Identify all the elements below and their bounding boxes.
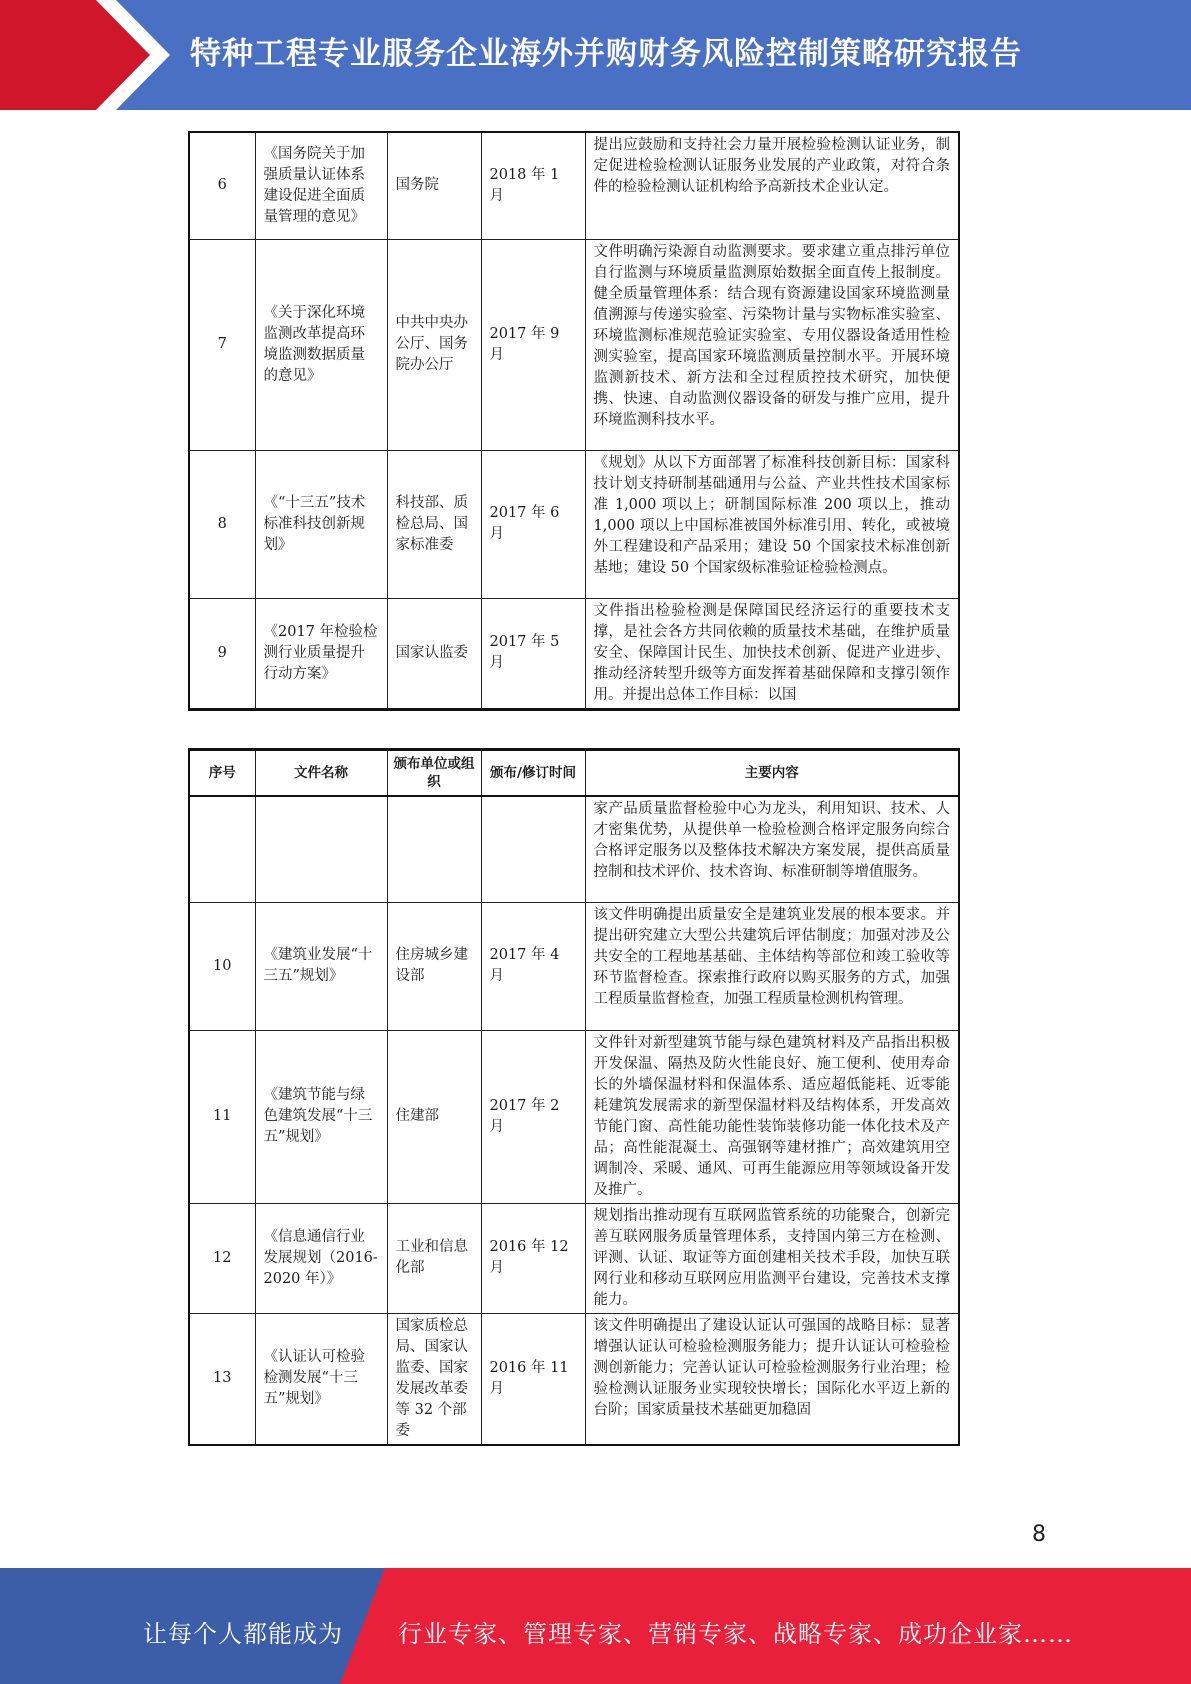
table-row <box>189 132 959 239</box>
row-number: 10 <box>189 902 255 1030</box>
issue-date <box>481 796 585 902</box>
main-content: 该文件明确提出了建设认证认可强国的战略目标：显著增强认证认可检验检测服务能力；提升认证认可检验检测创新能力；完善认证认可检验检测服务行业治理；检验检测认证服务业实现较快增长；国际化水平迈上新的台阶；国家质量技术基础更加稳固 <box>585 1313 959 1445</box>
table-row <box>189 1313 959 1445</box>
footer-banner <box>0 1568 1191 1684</box>
table-row <box>189 598 959 709</box>
issue-date: 2017 年 4 月 <box>481 902 585 1030</box>
issuing-body: 中共中央办公厅、国务院办公厅 <box>387 239 481 450</box>
row-number: 8 <box>189 450 255 598</box>
main-content: 文件指出检验检测是保障国民经济运行的重要技术支撑，是社会各方共同依赖的质量技术基础，在维护质量安全、保障国计民生、加快技术创新、促进产业进步、推动经济转型升级等方面发挥着基础保障和支撑引领作用。并提出总体工作目标：以国 <box>585 598 959 709</box>
table-row <box>189 1030 959 1203</box>
header-main-content: 主要内容 <box>585 750 959 797</box>
table-row <box>189 239 959 450</box>
main-content: 规划指出推动现有互联网监管系统的功能聚合，创新完善互联网服务质量管理体系，支持国内第三方在检测、评测、认证、取证等方面创建相关技术手段，加快互联网行业和移动互联网应用监测平台建设，完善技术支撑能力。 <box>585 1203 959 1313</box>
issue-date: 2017 年 9 月 <box>481 239 585 450</box>
issue-date: 2016 年 11 月 <box>481 1313 585 1445</box>
table-row <box>189 796 959 902</box>
header-number: 序号 <box>189 750 255 797</box>
document-name <box>255 796 387 902</box>
issue-date: 2017 年 2 月 <box>481 1030 585 1203</box>
issuing-body: 工业和信息化部 <box>387 1203 481 1313</box>
issuing-body: 住建部 <box>387 1030 481 1203</box>
main-content: 文件针对新型建筑节能与绿色建筑材料及产品指出积极开发保温、隔热及防火性能良好、施工便利、使用寿命长的外墙保温材料和保温体系、适应超低能耗、近零能耗建筑发展需求的新型保温材料及结构体系，开发高效节能门窗、高性能功能性装饰装修功能一体化技术及产品；高性能混凝土、高强钢等建材推广；高效建筑用空调制冷、采暖、通风、可再生能源应用等领域设备开发及推广。 <box>585 1030 959 1203</box>
document-name: 《2017 年检验检测行业质量提升行动方案》 <box>255 598 387 709</box>
row-number: 6 <box>189 132 255 239</box>
header-document-name: 文件名称 <box>255 750 387 797</box>
main-content: 该文件明确提出质量安全是建筑业发展的根本要求。并提出研究建立大型公共建筑后评估制度；加强对涉及公共安全的工程地基基础、主体结构等部位和竣工验收等环节监督检查。探索推行政府以购买服务的方式，加强工程质量监督检查，加强工程质量检测机构管理。 <box>585 902 959 1030</box>
row-number: 11 <box>189 1030 255 1203</box>
table-row <box>189 902 959 1030</box>
main-content: 提出应鼓励和支持社会力量开展检验检测认证业务，制定促进检验检测认证服务业发展的产业政策，对符合条件的检验检测认证机构给予高新技术企业认定。 <box>585 132 959 239</box>
document-name: 《信息通信行业发展规划（2016-2020 年）》 <box>255 1203 387 1313</box>
row-number: 12 <box>189 1203 255 1313</box>
issue-date: 2017 年 6 月 <box>481 450 585 598</box>
row-number: 9 <box>189 598 255 709</box>
page-number: 8 <box>1032 1522 1046 1547</box>
row-number: 13 <box>189 1313 255 1445</box>
footer-slogan-right: 行业专家、管理专家、营销专家、战略专家、成功企业家…… <box>398 1620 1073 1648</box>
issuing-body: 国家质检总局、国家认监委、国家发展改革委等 32 个部委 <box>387 1313 481 1445</box>
header-banner <box>0 0 1191 110</box>
policy-table <box>188 748 960 1446</box>
issuing-body: 国家认监委 <box>387 598 481 709</box>
issue-date: 2016 年 12 月 <box>481 1203 585 1313</box>
row-number <box>189 796 255 902</box>
document-name: 《建筑节能与绿色建筑发展“十三五”规划》 <box>255 1030 387 1203</box>
table-header-row <box>189 750 959 797</box>
table-row <box>189 1203 959 1313</box>
document-name: 《建筑业发展“十三五”规划》 <box>255 902 387 1030</box>
issue-date: 2017 年 5 月 <box>481 598 585 709</box>
document-name: 《国务院关于加强质量认证体系建设促进全面质量管理的意见》 <box>255 132 387 239</box>
issuing-body: 住房城乡建设部 <box>387 902 481 1030</box>
header-issue-date: 颁布/修订时间 <box>481 750 585 797</box>
issue-date: 2018 年 1 月 <box>481 132 585 239</box>
document-name: 《“十三五”技术标准科技创新规划》 <box>255 450 387 598</box>
issuing-body: 国务院 <box>387 132 481 239</box>
issuing-body <box>387 796 481 902</box>
document-name: 《关于深化环境监测改革提高环境监测数据质量的意见》 <box>255 239 387 450</box>
row-number: 7 <box>189 239 255 450</box>
policy-table-continued <box>188 131 960 711</box>
issuing-body: 科技部、质检总局、国家标准委 <box>387 450 481 598</box>
main-content: 文件明确污染源自动监测要求。要求建立重点排污单位自行监测与环境质量监测原始数据全面直传上报制度。健全质量管理体系：结合现有资源建设国家环境监测量值溯源与传递实验室、污染物计量与实物标准实验室、环境监测标准规范验证实验室、专用仪器设备适用性检测实验室，提高国家环境监测质量控制水平。开展环境监测新技术、新方法和全过程质控技术研究，加快便携、快速、自动监测仪器设备的研发与推广应用，提升环境监测科技水平。 <box>585 239 959 450</box>
report-title: 特种工程专业服务企业海外并购财务风险控制策略研究报告 <box>190 36 1022 72</box>
main-content: 《规划》从以下方面部署了标准科技创新目标：国家科技计划支持研制基础通用与公益、产业共性技术国家标准 1,000 项以上；研制国际标准 200 项以上，推动 1,000 项以上中国标准被国外标准引用、转化，或被境外工程建设和产品采用；建设 50 个国家技术标准创新基地；建设 50 个国家级标准验证检验检测点。 <box>585 450 959 598</box>
document-name: 《认证认可检验检测发展“十三五”规划》 <box>255 1313 387 1445</box>
main-content: 家产品质量监督检验中心为龙头，利用知识、技术、人才密集优势，从提供单一检验检测合格评定服务向综合合格评定服务以及整体技术解决方案发展，提供高质量控制和技术评价、技术咨询、标准研制等增值服务。 <box>585 796 959 902</box>
footer-slogan-left: 让每个人都能成为 <box>143 1620 343 1648</box>
table-row <box>189 450 959 598</box>
header-issuing-body: 颁布单位或组织 <box>387 750 481 797</box>
